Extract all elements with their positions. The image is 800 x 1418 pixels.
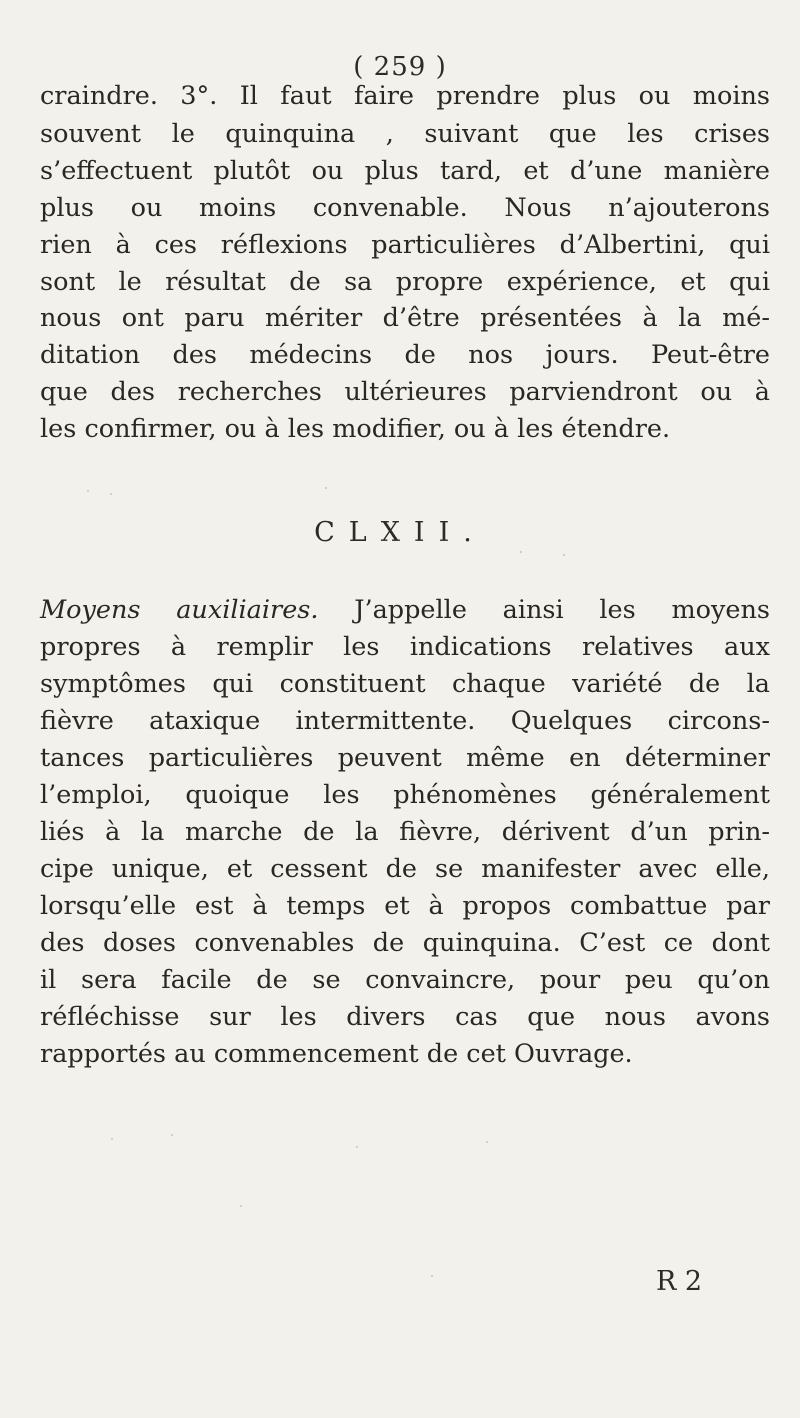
paper-speck [110,493,112,495]
paragraph-2-line-9: lorsqu’elle est à temps et à propos combattue par [40,891,770,921]
paragraph-1-line-7: nous ont paru mériter d’être présentées à la mé- [40,303,770,333]
paper-speck [431,1275,433,1277]
paper-speck [87,490,89,492]
paragraph-1-line-4: plus ou moins convenable. Nous n’ajouterons [40,193,770,223]
paper-speck [356,1146,358,1148]
paragraph-1-line-2: souvent le quinquina , suivant que les crises [40,119,770,149]
paragraph-1-line-6: sont le résultat de sa propre expérience, et qui [40,267,770,297]
paragraph-2-line-13: rapportés au commencement de cet Ouvrage. [40,1039,633,1069]
section-heading: CLXII. [314,517,486,548]
paragraph-2-line-5: tances particulières peuvent même en déterminer [40,743,770,773]
paper-speck [486,1141,488,1143]
paragraph-2-lead-rest: J’appelle ainsi les moyens [318,595,770,625]
paragraph-1-line-3: s’effectuent plutôt ou plus tard, et d’une manière [40,156,770,186]
paper-speck [171,1134,173,1136]
page-number: ( 259 ) [353,52,447,82]
paragraph-2-line-7: liés à la marche de la fièvre, dérivent d’un prin- [40,817,770,847]
paragraph-2-line-2: propres à remplir les indications relatives aux [40,632,770,662]
paper-speck [111,1138,113,1140]
paragraph-1-line-1: craindre. 3°. Il faut faire prendre plus ou moins [40,81,770,111]
paragraph-2-line-10: des doses convenables de quinquina. C’est ce dont [40,928,770,958]
signature-mark: R 2 [656,1266,703,1297]
paragraph-2-line-4: fièvre ataxique intermittente. Quelques circons- [40,706,770,736]
paragraph-1-line-8: ditation des médecins de nos jours. Peut-être [40,340,770,370]
paragraph-2-line-3: symptômes qui constituent chaque variété de la [40,669,770,699]
paragraph-1-line-9: que des recherches ultérieures parviendront ou à [40,377,770,407]
paragraph-2-line-11: il sera facile de se convaincre, pour peu qu’on [40,965,770,995]
paper-speck [240,1205,242,1207]
paper-speck [520,551,522,553]
paragraph-2-italic-lead: Moyens auxiliaires. [40,595,319,625]
paper-speck [563,554,565,556]
paragraph-1-line-10: les confirmer, ou à les modifier, ou à les étendre. [40,414,671,444]
paragraph-2-line-12: réfléchisse sur les divers cas que nous avons [40,1002,770,1032]
paragraph-2-line-1 [40,595,770,625]
paper-speck [325,487,327,489]
paragraph-2-line-6: l’emploi, quoique les phénomènes généralement [40,780,770,810]
paragraph-1-line-5: rien à ces réflexions particulières d’Albertini, qui [40,230,770,260]
paragraph-2-line-8: cipe unique, et cessent de se manifester avec elle, [40,854,770,884]
